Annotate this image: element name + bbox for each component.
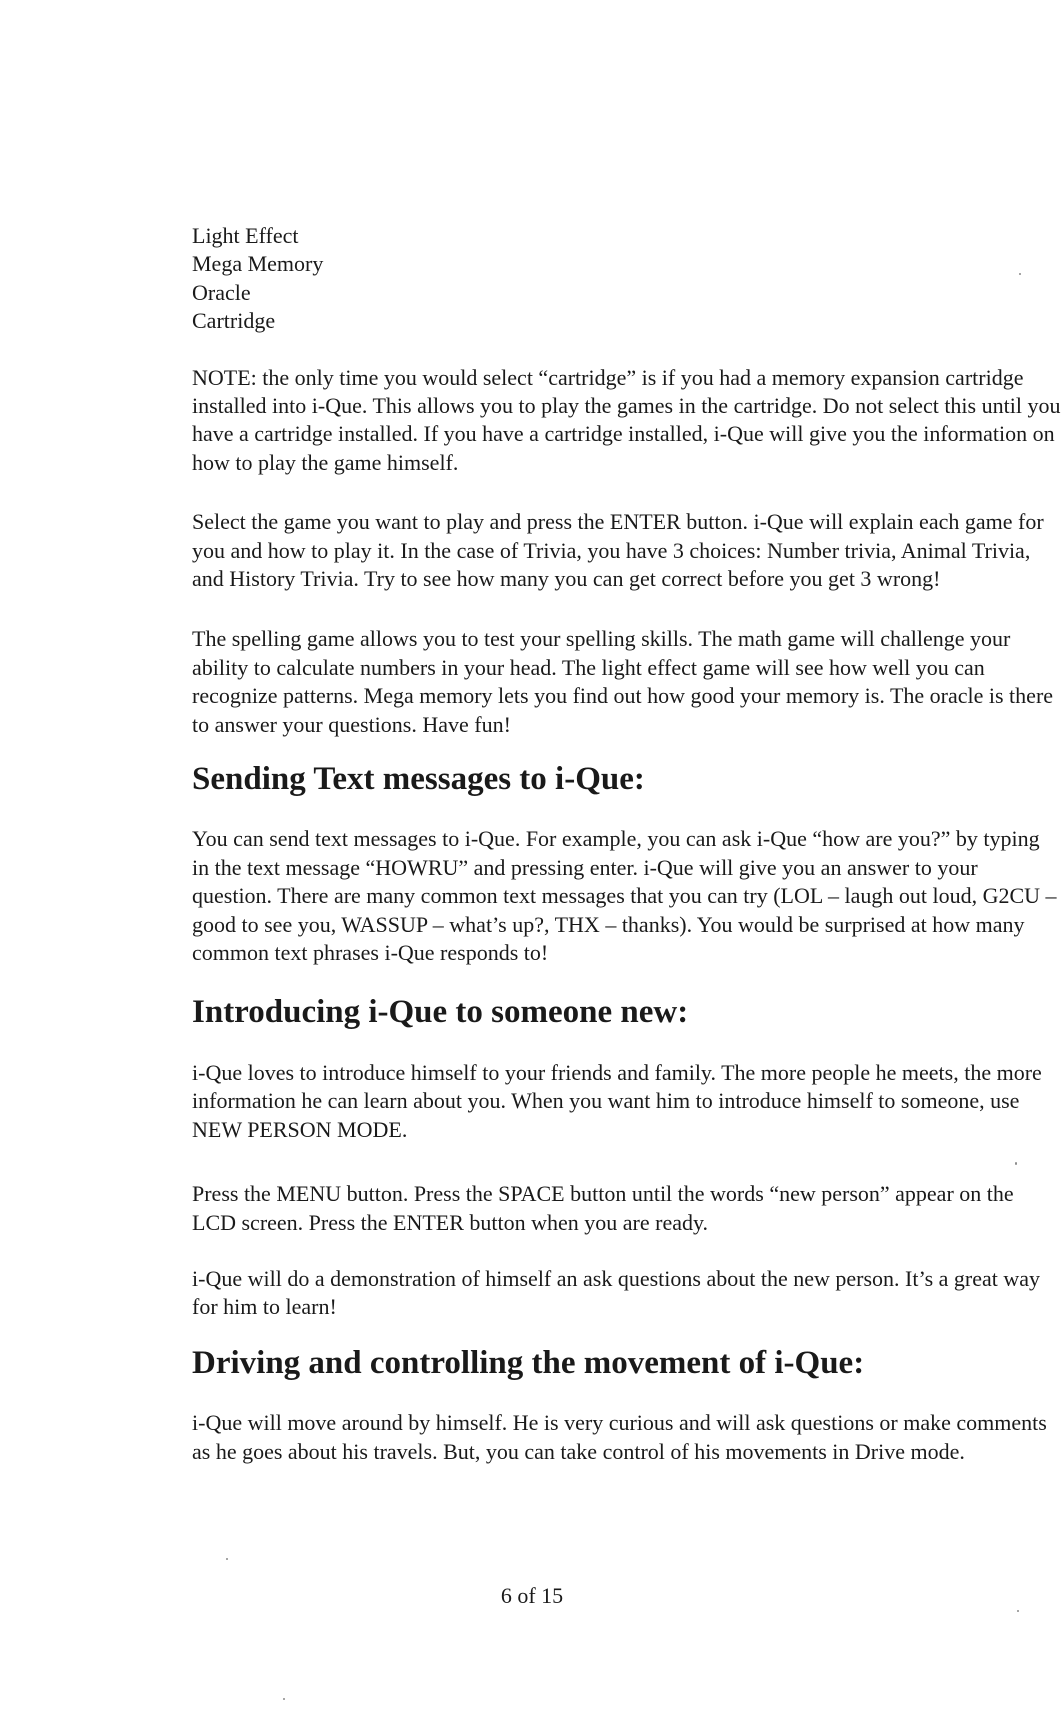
note-paragraph: NOTE: the only time you would select “cartridge” is if you had a memory expansion cartridge installed into i-Que. This allows you to play the games in the cartridge. Do not select this until you have a cartridge installed. If you have a cartridge installed, i-Que will give you the information on how to play the game himself. <box>192 364 1061 475</box>
page-number: 6 of 15 <box>500 1583 564 1608</box>
list-item: Light Effect <box>192 223 299 248</box>
list-item: Mega Memory <box>192 251 324 277</box>
text-messages-paragraph: You can send text messages to i-Que. For example, you can ask i-Que “how are you?” by typing in the text message “HOWRU” and pressing enter. i-Que will give you an answer to your question. There are many common text messages that you can try (LOL – laugh out loud, G2CU – good to see you, WASSUP – what’s up?, THX – thanks). You would be surprised at how many common text phrases i-Que responds to! <box>192 826 1057 966</box>
scan-speck <box>283 1698 285 1700</box>
document-body <box>192 222 1062 1466</box>
select-game-paragraph: Select the game you want to play and press the ENTER button. i-Que will explain each game for you and how to play it. In the case of Trivia, you have 3 choices: Number trivia, Animal Trivia, and History Trivia. Try to see how many you can get correct before you get 3 wrong! <box>192 509 1044 591</box>
scan-speck <box>1019 273 1021 275</box>
scan-speck <box>226 1558 228 1560</box>
menu-button-paragraph: Press the MENU button. Press the SPACE button until the words “new person” appear on the LCD screen. Press the ENTER button when you are ready. <box>192 1181 1014 1235</box>
list-item: Cartridge <box>192 308 276 334</box>
section-heading-driving: Driving and controlling the movement of i-Que: <box>192 1344 865 1381</box>
demonstration-paragraph: i-Que will do a demonstration of himself an ask questions about the new person. It’s a great way for him to learn! <box>192 1265 1041 1320</box>
scan-speck <box>1017 1610 1019 1612</box>
drive-paragraph: i-Que will move around by himself. He is very curious and will ask questions or make comments as he goes about his travels. But, you can take control of his movements in Drive mode. <box>192 1410 1047 1464</box>
list-item: Oracle <box>192 279 251 305</box>
game-list <box>192 222 1062 336</box>
section-heading-text-messages: Sending Text messages to i-Que: <box>192 761 645 798</box>
scan-speck <box>1015 1162 1017 1165</box>
introduce-paragraph: i-Que loves to introduce himself to your friends and family. The more people he meets, the more information he can learn about you. When you want him to introduce himself to someone, use NEW PERSON MODE. <box>192 1059 1042 1142</box>
section-heading-introducing: Introducing i-Que to someone new: <box>192 994 689 1031</box>
games-description-paragraph: The spelling game allows you to test your spelling skills. The math game will challenge your ability to calculate numbers in your head. The light effect game will see how well you can recognize patterns. Mega memory lets you find out how good your memory is. The oracle is there to answer your questions. Have fun! <box>192 626 1054 737</box>
